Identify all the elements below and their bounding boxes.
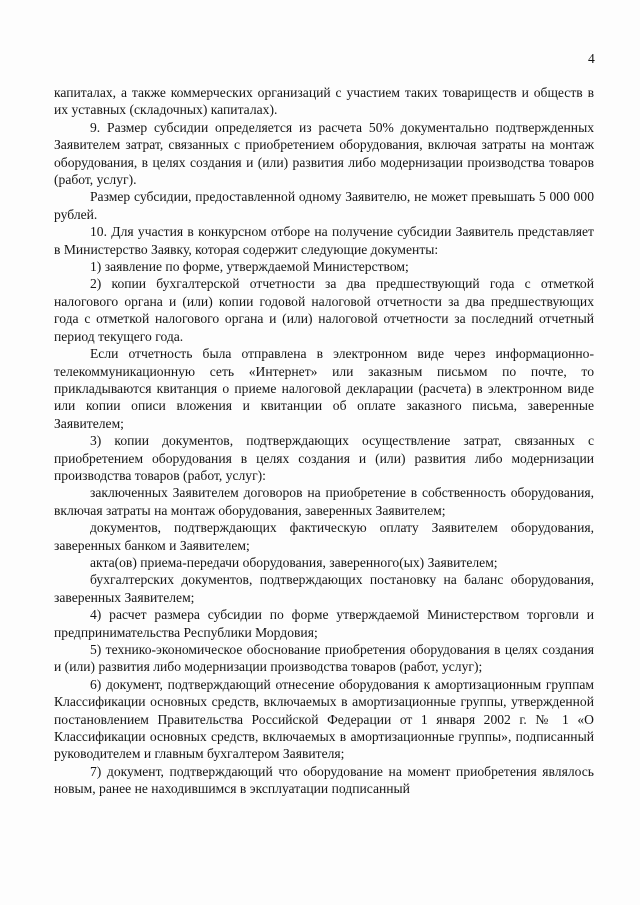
document-body: [54, 84, 594, 798]
paragraph-electronic-reporting: Если отчетность была отправлена в электронном виде через информационно-телекоммуникационную сеть «Интернет» или заказным письмом по почте, то прикладываются квитанция о приеме налоговой декларации (расчета) в электронном виде или копии описи вложения и квитанции об оплате заказного письма, заверенные Заявителем;: [54, 346, 594, 431]
paragraph-item-10: 10. Для участия в конкурсном отборе на получение субсидии Заявитель представляет в Министерство Заявку, которая содержит следующие документы:: [54, 224, 594, 257]
page-number: 4: [588, 51, 595, 66]
sub-item-payment-documents: документов, подтверждающих фактическую оплату Заявителем оборудования, заверенных банком и Заявителем;: [54, 520, 594, 553]
sub-item-acceptance-acts: акта(ов) приема-передачи оборудования, заверенного(ых) Заявителем;: [90, 554, 498, 570]
paragraph-subsidy-limit: Размер субсидии, предоставленной одному Заявителю, не может превышать 5 000 000 рублей.: [54, 189, 594, 222]
list-item-5: 5) технико-экономическое обоснование приобретения оборудования в целях создания и (или) развития либо модернизации производства товаров (работ, услуг);: [54, 642, 594, 675]
list-item-4: 4) расчет размера субсидии по форме утверждаемой Министерством торговли и предпринимательства Республики Мордовия;: [54, 607, 594, 640]
list-item-3: 3) копии документов, подтверждающих осуществление затрат, связанных с приобретением оборудования в целях создания и (или) развития либо модернизации производства товаров (работ, услуг):: [54, 433, 594, 483]
paragraph-continuation: капиталах, а также коммерческих организаций с участием таких товариществ и обществ в их уставных (складочных) капиталах).: [54, 85, 594, 118]
paragraph-item-9: 9. Размер субсидии определяется из расчета 50% документально подтвержденных Заявителем затрат, связанных с приобретением оборудования, включая затраты на монтаж оборудования, в целях создания и (или) развития либо модернизации производства товаров (работ, услуг).: [54, 119, 594, 188]
sub-item-accounting-documents: бухгалтерских документов, подтверждающих постановку на баланс оборудования, заверенных Заявителем;: [54, 572, 594, 605]
list-item-1: 1) заявление по форме, утверждаемой Министерством;: [90, 259, 409, 275]
list-item-7: 7) документ, подтверждающий что оборудование на момент приобретения являлось новым, ранее не находившимся в эксплуатации подписанный: [54, 763, 594, 797]
list-item-6: 6) документ, подтверждающий отнесение оборудования к амортизационным группам Классификации основных средств, включаемых в амортизационные группы, утвержденной постановлением Правительства Российской Федерации от 1 января 2002 г. № 1 «О Классификации основных средств, включаемых в амортизационные группы», подписанный руководителем и главным бухгалтером Заявителя;: [54, 676, 594, 762]
list-item-2: 2) копии бухгалтерской отчетности за два предшествующий года с отметкой налогового органа и (или) копии годовой налоговой отчетности за два предшествующих года с отметкой налогового органа и (или) налоговой отчетности за последний отчетный период текущего года.: [54, 276, 594, 344]
sub-item-contracts: заключенных Заявителем договоров на приобретение в собственность оборудования, включая затраты на монтаж оборудования, заверенных Заявителем;: [54, 485, 594, 518]
